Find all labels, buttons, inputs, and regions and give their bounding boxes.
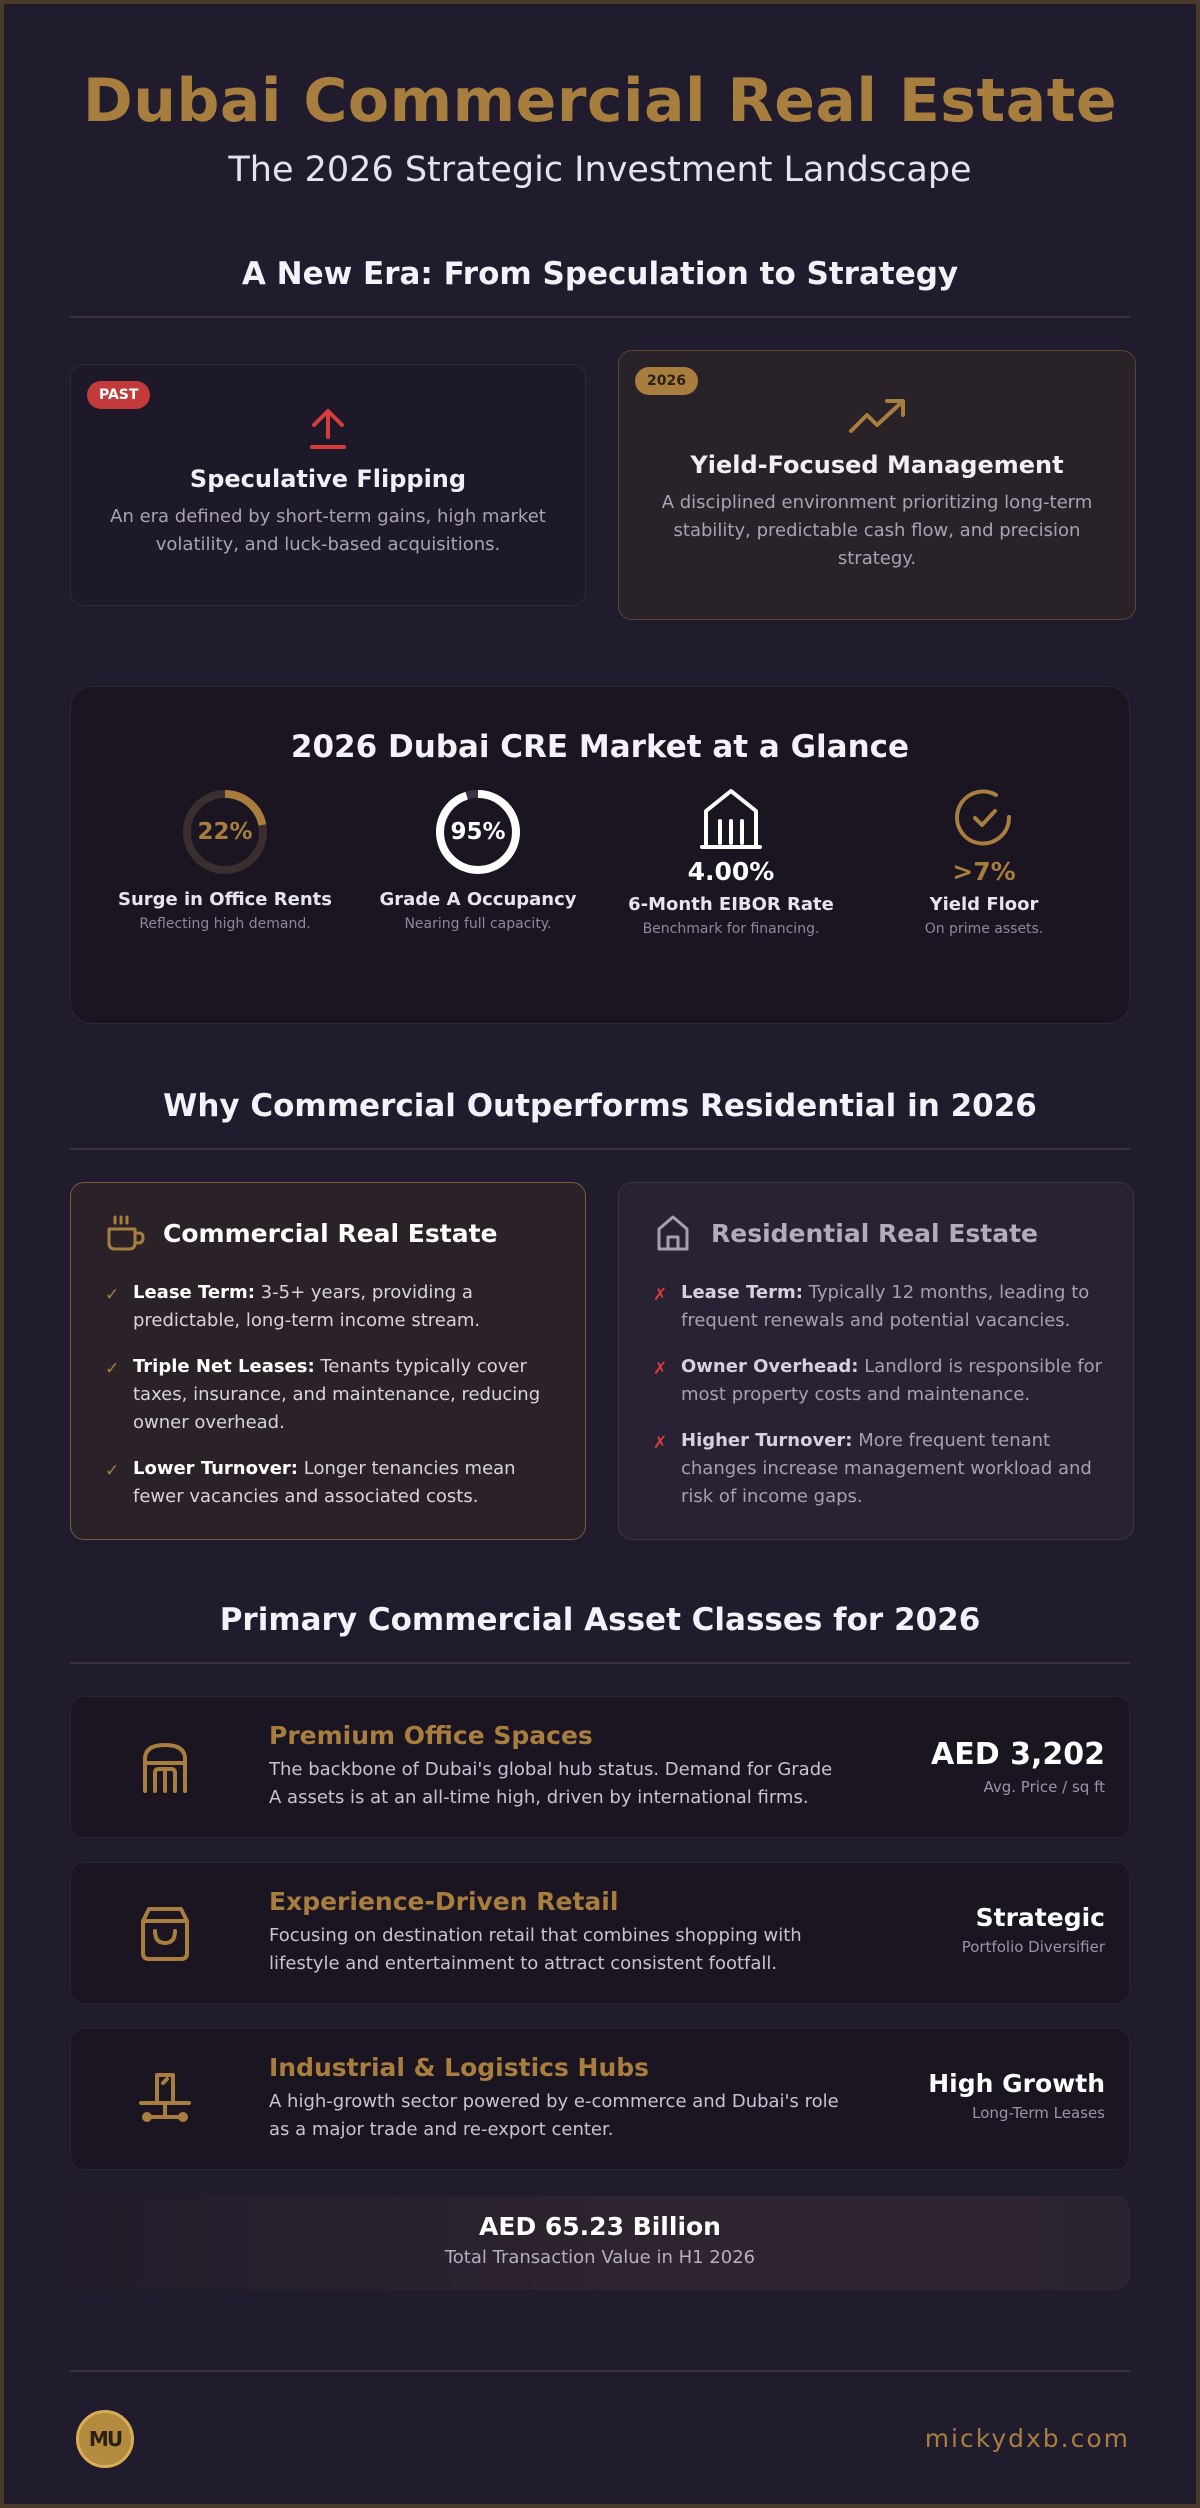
assets-section — [70, 1602, 1130, 2482]
list-item — [105, 1455, 555, 1511]
stat-sub: Benchmark for financing. — [642, 921, 820, 937]
asset-description: A high-growth sector powered by e-commerce and Dubai's role as a major trade and re-export center. — [269, 2091, 839, 2140]
era-card-2026 — [618, 350, 1136, 620]
current-title: Yield-Focused Management — [690, 451, 1064, 479]
glance-panel — [70, 686, 1130, 1024]
item-term: Owner Overhead: — [681, 1356, 859, 1377]
item-text: Tenants typically cover taxes, insurance, and maintenance, reducing owner overhead. — [133, 1356, 541, 1433]
current-description: A disciplined environment prioritizing long-term stability, predictable cash flow, and precision strategy. — [661, 492, 1093, 569]
asset-metric: AED 3,202 — [931, 1737, 1105, 1772]
divider — [70, 1662, 1130, 1664]
stats-row — [71, 765, 1129, 1005]
forklift-icon — [137, 2071, 193, 2127]
list-item — [653, 1279, 1103, 1335]
check-icon: ✓ — [105, 1359, 120, 1379]
asset-metric: High Growth — [928, 2069, 1105, 2098]
stat-value: 95% — [450, 819, 506, 845]
total-transaction-banner — [70, 2196, 1130, 2290]
arrow-up-icon — [304, 405, 352, 453]
residential-card — [618, 1182, 1134, 1540]
commercial-card — [70, 1182, 586, 1540]
total-label: Total Transaction Value in H1 2026 — [444, 2247, 756, 2268]
asset-metric-sub: Long-Term Leases — [972, 2104, 1105, 2122]
stat-label: Yield Floor — [929, 894, 1039, 915]
stat-sub: Nearing full capacity. — [404, 916, 552, 932]
bank-icon — [686, 787, 776, 851]
shopping-bag-icon — [137, 1905, 193, 1961]
stat-label: Grade A Occupancy — [379, 889, 577, 910]
asset-metric-sub: Avg. Price / sq ft — [983, 1778, 1105, 1796]
divider — [70, 316, 1130, 318]
page-title: Dubai Commercial Real Estate — [82, 66, 1118, 136]
item-term: Triple Net Leases: — [133, 1356, 315, 1377]
brand-logo — [76, 2410, 134, 2468]
list-item — [105, 1353, 555, 1437]
asset-title: Premium Office Spaces — [269, 1721, 593, 1750]
item-text: Typically 12 months, leading to frequent renewals and potential vacancies. — [681, 1282, 1090, 1331]
logo-text: MU — [88, 2427, 122, 2451]
check-icon: ✓ — [105, 1461, 120, 1481]
glance-heading: 2026 Dubai CRE Market at a Glance — [290, 729, 910, 765]
commercial-title: Commercial Real Estate — [163, 1218, 498, 1248]
ring-gauge — [180, 787, 270, 877]
list-item — [105, 1279, 555, 1335]
cross-icon: ✗ — [653, 1433, 668, 1453]
item-term: Lease Term: — [133, 1282, 255, 1303]
past-badge: PAST — [87, 381, 150, 409]
asset-row-office — [70, 1696, 1130, 1838]
coffee-cup-icon — [105, 1213, 145, 1253]
item-term: Higher Turnover: — [681, 1430, 853, 1451]
list-item — [653, 1353, 1103, 1409]
asset-title: Industrial & Logistics Hubs — [269, 2053, 650, 2082]
asset-metric: Strategic — [975, 1903, 1105, 1932]
asset-row-industrial — [70, 2028, 1130, 2170]
past-title: Speculative Flipping — [189, 465, 467, 493]
asset-metric-sub: Portfolio Diversifier — [961, 1938, 1105, 1956]
bank-icon-wrap — [686, 787, 776, 851]
stat-label: 6-Month EIBOR Rate — [628, 894, 834, 915]
era-card-past — [70, 364, 586, 606]
asset-title: Experience-Driven Retail — [269, 1887, 619, 1916]
total-value: AED 65.23 Billion — [479, 2212, 721, 2241]
asset-description: The backbone of Dubai's global hub status. Demand for Grade A assets is at an all-time high, driven by international firms. — [269, 1759, 833, 1808]
stat-yield-floor — [854, 787, 1114, 937]
stat-label: Surge in Office Rents — [118, 889, 332, 910]
residential-title: Residential Real Estate — [711, 1218, 1039, 1248]
page-header — [4, 4, 1196, 190]
stat-value: >7% — [952, 857, 1016, 886]
cross-icon: ✗ — [653, 1285, 668, 1305]
cross-icon: ✗ — [653, 1359, 668, 1379]
divider — [70, 1148, 1130, 1150]
stat-office-rents — [95, 787, 355, 932]
era-heading: A New Era: From Speculation to Strategy — [241, 256, 959, 292]
item-text: Landlord is responsible for most property costs and maintenance. — [681, 1356, 1103, 1405]
check-icon-wrap — [939, 787, 1029, 851]
stat-grade-a-occupancy — [348, 787, 608, 932]
ring-gauge — [433, 787, 523, 877]
comparison-section — [70, 1088, 1130, 1542]
house-icon — [653, 1213, 693, 1253]
assets-heading: Primary Commercial Asset Classes for 2026 — [219, 1602, 981, 1638]
asset-row-retail — [70, 1862, 1130, 2004]
year-badge: 2026 — [635, 367, 698, 395]
commercial-list — [105, 1279, 555, 1511]
era-section — [70, 256, 1130, 650]
footer — [70, 2372, 1130, 2482]
residential-list — [653, 1279, 1103, 1511]
asset-description: Focusing on destination retail that combines shopping with lifestyle and entertainment to attract consistent footfall. — [269, 1925, 802, 1974]
item-text: Longer tenancies mean fewer vacancies and associated costs. — [133, 1458, 516, 1507]
list-item — [653, 1427, 1103, 1511]
item-term: Lower Turnover: — [133, 1458, 299, 1479]
past-description: An era defined by short-term gains, high market volatility, and luck-based acquisitions. — [110, 506, 546, 555]
stat-sub: Reflecting high demand. — [139, 916, 311, 932]
page-subtitle: The 2026 Strategic Investment Landscape — [228, 150, 972, 190]
stat-eibor-rate — [601, 787, 861, 937]
comparison-heading: Why Commercial Outperforms Residential in 2026 — [163, 1088, 1037, 1124]
website-link[interactable]: mickydxb.com — [924, 2424, 1130, 2453]
check-circle-icon — [939, 787, 1029, 851]
check-icon: ✓ — [105, 1285, 120, 1305]
stat-sub: On prime assets. — [924, 921, 1044, 937]
office-building-icon — [137, 1739, 193, 1795]
item-term: Lease Term: — [681, 1282, 803, 1303]
stat-value: 4.00% — [687, 857, 775, 886]
item-text: More frequent tenant changes increase management workload and risk of income gaps. — [681, 1430, 1092, 1507]
item-text: 3-5+ years, providing a predictable, long-term income stream. — [133, 1282, 481, 1331]
trending-up-icon — [847, 395, 907, 439]
stat-value: 22% — [197, 819, 253, 845]
glance-section — [70, 686, 1130, 1024]
